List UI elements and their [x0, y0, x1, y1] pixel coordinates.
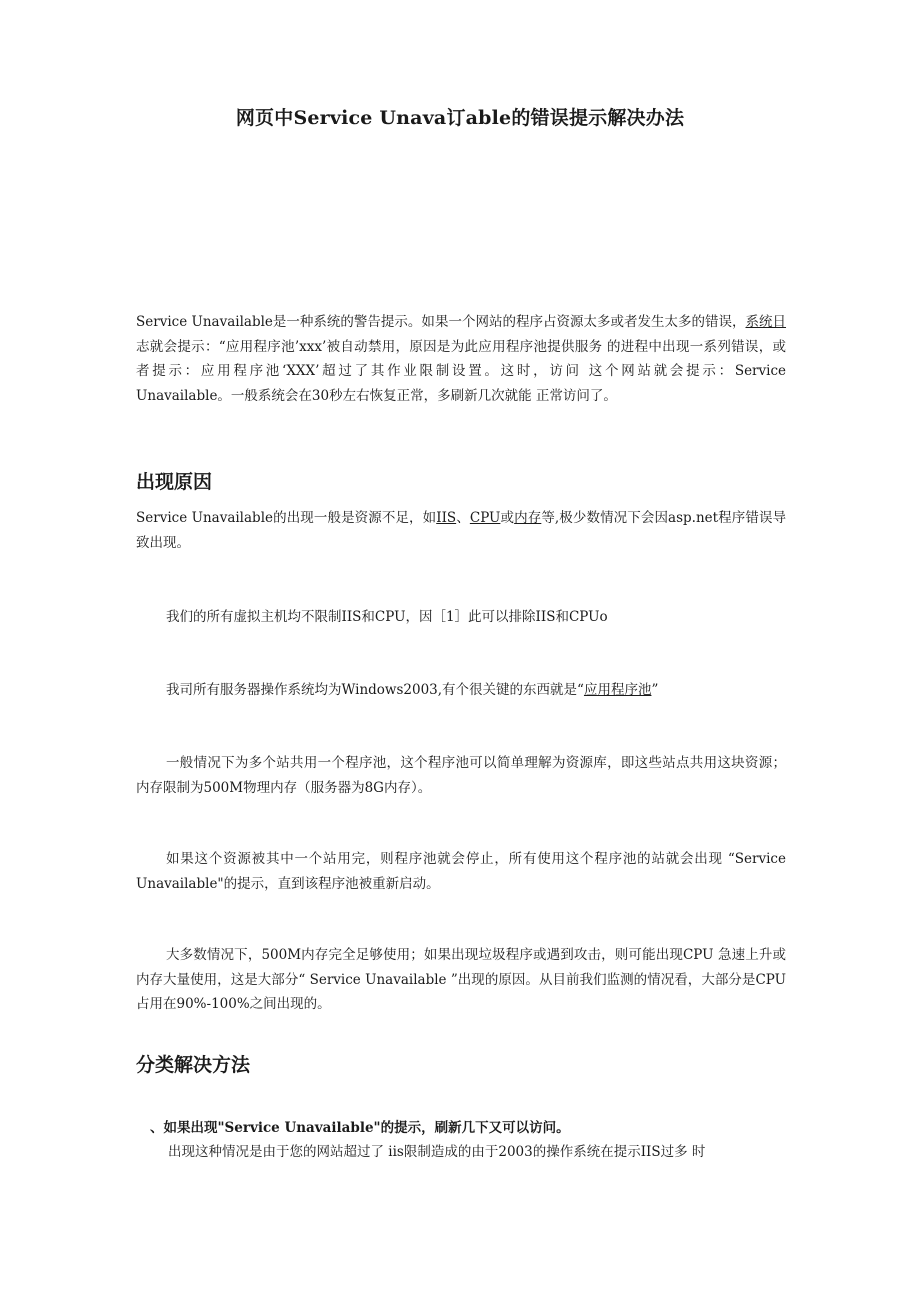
causes-text-2: 、	[456, 510, 470, 526]
app-pool-paragraph	[136, 678, 786, 703]
system-log-link[interactable]: 系统日	[745, 314, 787, 330]
causes-paragraph	[136, 506, 786, 555]
causes-text-1: Service Unavailable的出现一般是资源不足，如	[136, 510, 437, 526]
pool-exhausted-paragraph: 如果这个资源被其中一个站用完，则程序池就会停止，所有使用这个程序池的站就会出现 “Service Unavailable"的提示，直到该程序池被重新启动。	[136, 851, 786, 892]
section-heading-solutions: 分类解决方法	[136, 1054, 251, 1076]
intro-text-1: Service Unavailable是一种系统的警告提示。如果一个网站的程序占资源太多或者发生太多的错误，	[136, 314, 746, 330]
cpu-memory-paragraph: 大多数情况下，500M内存完全足够使用；如果出现垃圾程序或遇到攻击，则可能出现CPU 急速上升或内存大量使用，这是大部分“ Service Unavailable ”出现的原因。从目前我们监测的情况看，大部分是CPU占用在90%-100%之间出现的。	[136, 947, 786, 1012]
hosting-limits-paragraph: 我们的所有虚拟主机均不限制IIS和CPU，因［1］此可以排除IIS和CPUo	[166, 609, 608, 625]
app-pool-text-1: 我司所有服务器操作系统均为Windows2003,有个很关键的东西就是“	[166, 682, 584, 698]
intro-text-2: 志就会提示：“应用程序池’xxx’被自动禁用，原因是为此应用程序池提供服务 的进程中出现一系列错误，或者提示：应用程序池‘XXX’超过了其作业限制设置。这时，访问 这个网站就会提示：Service Unavailable。一般系统会在30秒左右恢复正常，多刷新几次就能 正常访问了。	[136, 338, 786, 404]
section-heading-causes: 出现原因	[136, 471, 213, 493]
app-pool-text-2: ”	[651, 682, 659, 698]
shared-pool-paragraph: 一般情况下为多个站共用一个程序池，这个程序池可以简单理解为资源库，即这些站点共用这块资源；内存限制为500M物理内存（服务器为8G内存）。	[136, 755, 786, 796]
iis-link[interactable]: IIS	[436, 510, 457, 526]
solution-item-1-title: 、如果出现"Service Unavailable"的提示，刷新几下又可以访问。	[150, 1120, 570, 1136]
intro-paragraph	[136, 310, 786, 408]
memory-link[interactable]: 内存	[514, 510, 542, 526]
app-pool-link[interactable]: 应用程序池	[583, 682, 652, 698]
causes-text-4: 等,极少数情况下会因asp.net程序错误导致出现。	[136, 510, 787, 551]
causes-text-3: 或	[500, 510, 515, 526]
page-title: 网页中Service Unava订able的错误提示解决办法	[235, 107, 685, 129]
solution-item-1-text: 出现这种情况是由于您的网站超过了 iis限制造成的由于2003的操作系统在提示IIS过多 时	[168, 1144, 706, 1160]
cpu-link[interactable]: CPU	[469, 510, 501, 526]
